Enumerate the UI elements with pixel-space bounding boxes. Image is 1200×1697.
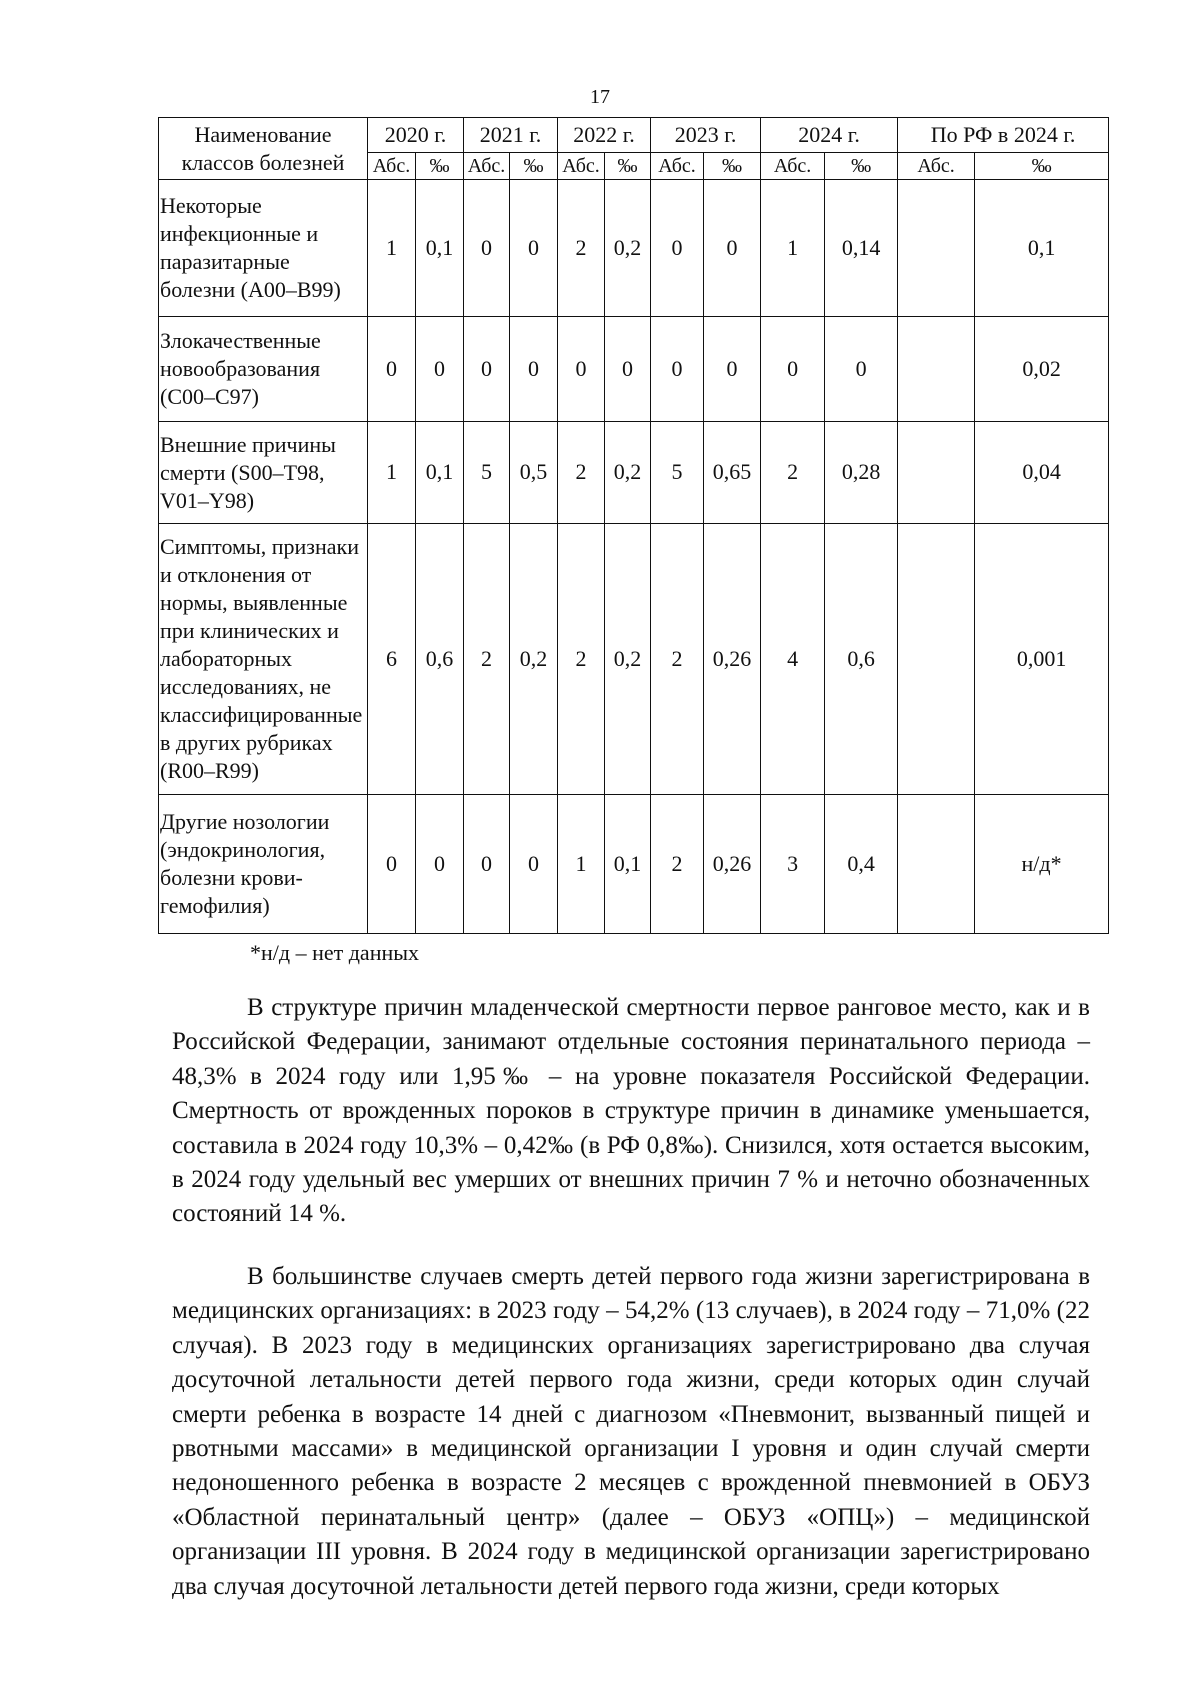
table-cell: 0 (416, 795, 464, 934)
table-cell: 0,14 (825, 180, 898, 317)
table-cell: 0,1 (416, 422, 464, 524)
table-cell (898, 422, 975, 524)
body-paragraph: В структуре причин младенческой смертности первое ранговое место, как и в Российской Федерации, занимают отдельные состояния перинатального периода – 48,3% в 2024 году или 1,95‰ – на уровне показателя Российской Федерации. Смертность от врожденных пороков в структуре причин в динамике уменьшается, составила в 2024 году 10,3% – 0,42‰ (в РФ 0,8‰). Снизился, хотя остается высоким, в 2024 году удельный вес умерших от внешних причин 7 % и неточно обозначенных состояний 14 %. (172, 994, 1090, 1228)
table-cell: 0,02 (975, 317, 1109, 422)
table-cell: 0 (510, 180, 558, 317)
table-cell: 0 (368, 317, 416, 422)
table-cell: 0,2 (605, 180, 651, 317)
table-row (159, 795, 1109, 934)
table-cell: 0,26 (704, 795, 761, 934)
table-cell: 0 (510, 317, 558, 422)
table-cell: н/д* (975, 795, 1109, 934)
table-cell: 5 (651, 422, 704, 524)
table-cell: 0,1 (416, 180, 464, 317)
table-cell: 0 (510, 795, 558, 934)
table-cell: 0,2 (605, 524, 651, 795)
table-cell: 2 (558, 422, 605, 524)
table-cell: 0,6 (416, 524, 464, 795)
table-cell: 0 (464, 180, 510, 317)
table-cell: 0,04 (975, 422, 1109, 524)
subheader-permille: ‰ (825, 153, 898, 180)
subheader-permille: ‰ (704, 153, 761, 180)
table-row (159, 180, 1109, 317)
table-cell: 0,001 (975, 524, 1109, 795)
table-row (159, 524, 1109, 795)
table-cell: 2 (651, 524, 704, 795)
table-cell: 0,1 (605, 795, 651, 934)
table-cell: 0,6 (825, 524, 898, 795)
body-paragraph: В большинстве случаев смерть детей первого года жизни зарегистрирована в медицинских организациях: в 2023 году – 54,2% (13 случаев), в 2024 году – 71,0% (22 случая). В 2023 году в медицинских организациях зарегистрировано два случая досуточной летальности детей первого года жизни, среди которых один случай смерти ребенка в возрасте 14 дней с диагнозом «Пневмонит, вызванный пищей и рвотными массами» в медицинской организации I уровня и один случай смерти недоношенного ребенка в возрасте 2 месяцев с врожденной пневмонией в ОБУЗ «Областной перинатальный центр» (далее – ОБУЗ «ОПЦ») – медицинской организации III уровня. В 2024 году в медицинской организации зарегистрировано два случая досуточной летальности детей первого года жизни, среди которых (172, 1263, 1090, 1600)
table-cell: 0 (761, 317, 825, 422)
table-cell: 0 (558, 317, 605, 422)
table-cell: 1 (558, 795, 605, 934)
table-cell: 0,5 (510, 422, 558, 524)
table-cell: 3 (761, 795, 825, 934)
table-cell: 1 (368, 422, 416, 524)
table-cell: 0,4 (825, 795, 898, 934)
column-header-disease-class: Наименование классов болезней (159, 118, 368, 180)
column-header-year: 2023 г. (651, 118, 761, 153)
row-label: Другие нозологии (эндокринология, болезни крови-гемофилия) (159, 795, 368, 934)
subheader-permille: ‰ (975, 153, 1109, 180)
row-label: Симптомы, признаки и отклонения от нормы, выявленные при клинических и лабораторных исследованиях, не классифицированные в других рубриках (R00–R99) (159, 524, 368, 795)
table-footnote: *н/д – нет данных (250, 940, 420, 965)
table-cell: 0 (416, 317, 464, 422)
table-cell: 5 (464, 422, 510, 524)
table-cell (898, 524, 975, 795)
table-cell: 2 (558, 524, 605, 795)
subheader-abs: Абс. (368, 153, 416, 180)
table-cell: 0 (464, 317, 510, 422)
table-cell: 2 (464, 524, 510, 795)
table-cell: 1 (761, 180, 825, 317)
table-cell: 4 (761, 524, 825, 795)
subheader-abs: Абс. (898, 153, 975, 180)
table-cell: 2 (651, 795, 704, 934)
table-cell: 0,28 (825, 422, 898, 524)
table-cell (898, 795, 975, 934)
subheader-abs: Абс. (558, 153, 605, 180)
subheader-permille: ‰ (416, 153, 464, 180)
table-cell: 0,1 (975, 180, 1109, 317)
table-cell (898, 180, 975, 317)
table-cell: 0 (464, 795, 510, 934)
table-row (159, 422, 1109, 524)
table-cell: 0,26 (704, 524, 761, 795)
table-cell: 2 (558, 180, 605, 317)
table-cell (898, 317, 975, 422)
row-label: Некоторые инфекционные и паразитарные болезни (A00–B99) (159, 180, 368, 317)
table-cell: 0 (368, 795, 416, 934)
subheader-permille: ‰ (510, 153, 558, 180)
column-header-year: 2022 г. (558, 118, 651, 153)
subheader-permille: ‰ (605, 153, 651, 180)
subheader-abs: Абс. (761, 153, 825, 180)
column-header-year: 2021 г. (464, 118, 558, 153)
table-cell: 0 (825, 317, 898, 422)
table-cell: 0 (651, 317, 704, 422)
table-cell: 1 (368, 180, 416, 317)
row-label: Злокачественные новообразования (C00–C97) (159, 317, 368, 422)
page-number: 17 (590, 86, 610, 108)
column-header-year: 2024 г. (761, 118, 898, 153)
table-cell: 0 (704, 180, 761, 317)
table-header-row (159, 118, 1109, 153)
table-cell: 0,2 (605, 422, 651, 524)
column-header-year: 2020 г. (368, 118, 464, 153)
table-cell: 0 (605, 317, 651, 422)
column-header-rf: По РФ в 2024 г. (898, 118, 1109, 153)
table-cell: 0 (704, 317, 761, 422)
table-cell: 0 (651, 180, 704, 317)
table-cell: 6 (368, 524, 416, 795)
subheader-abs: Абс. (464, 153, 510, 180)
table-cell: 0,65 (704, 422, 761, 524)
table-cell: 0,2 (510, 524, 558, 795)
table-cell: 2 (761, 422, 825, 524)
row-label: Внешние причины смерти (S00–T98, V01–Y98) (159, 422, 368, 524)
mortality-table (158, 117, 1109, 934)
table-row (159, 317, 1109, 422)
subheader-abs: Абс. (651, 153, 704, 180)
